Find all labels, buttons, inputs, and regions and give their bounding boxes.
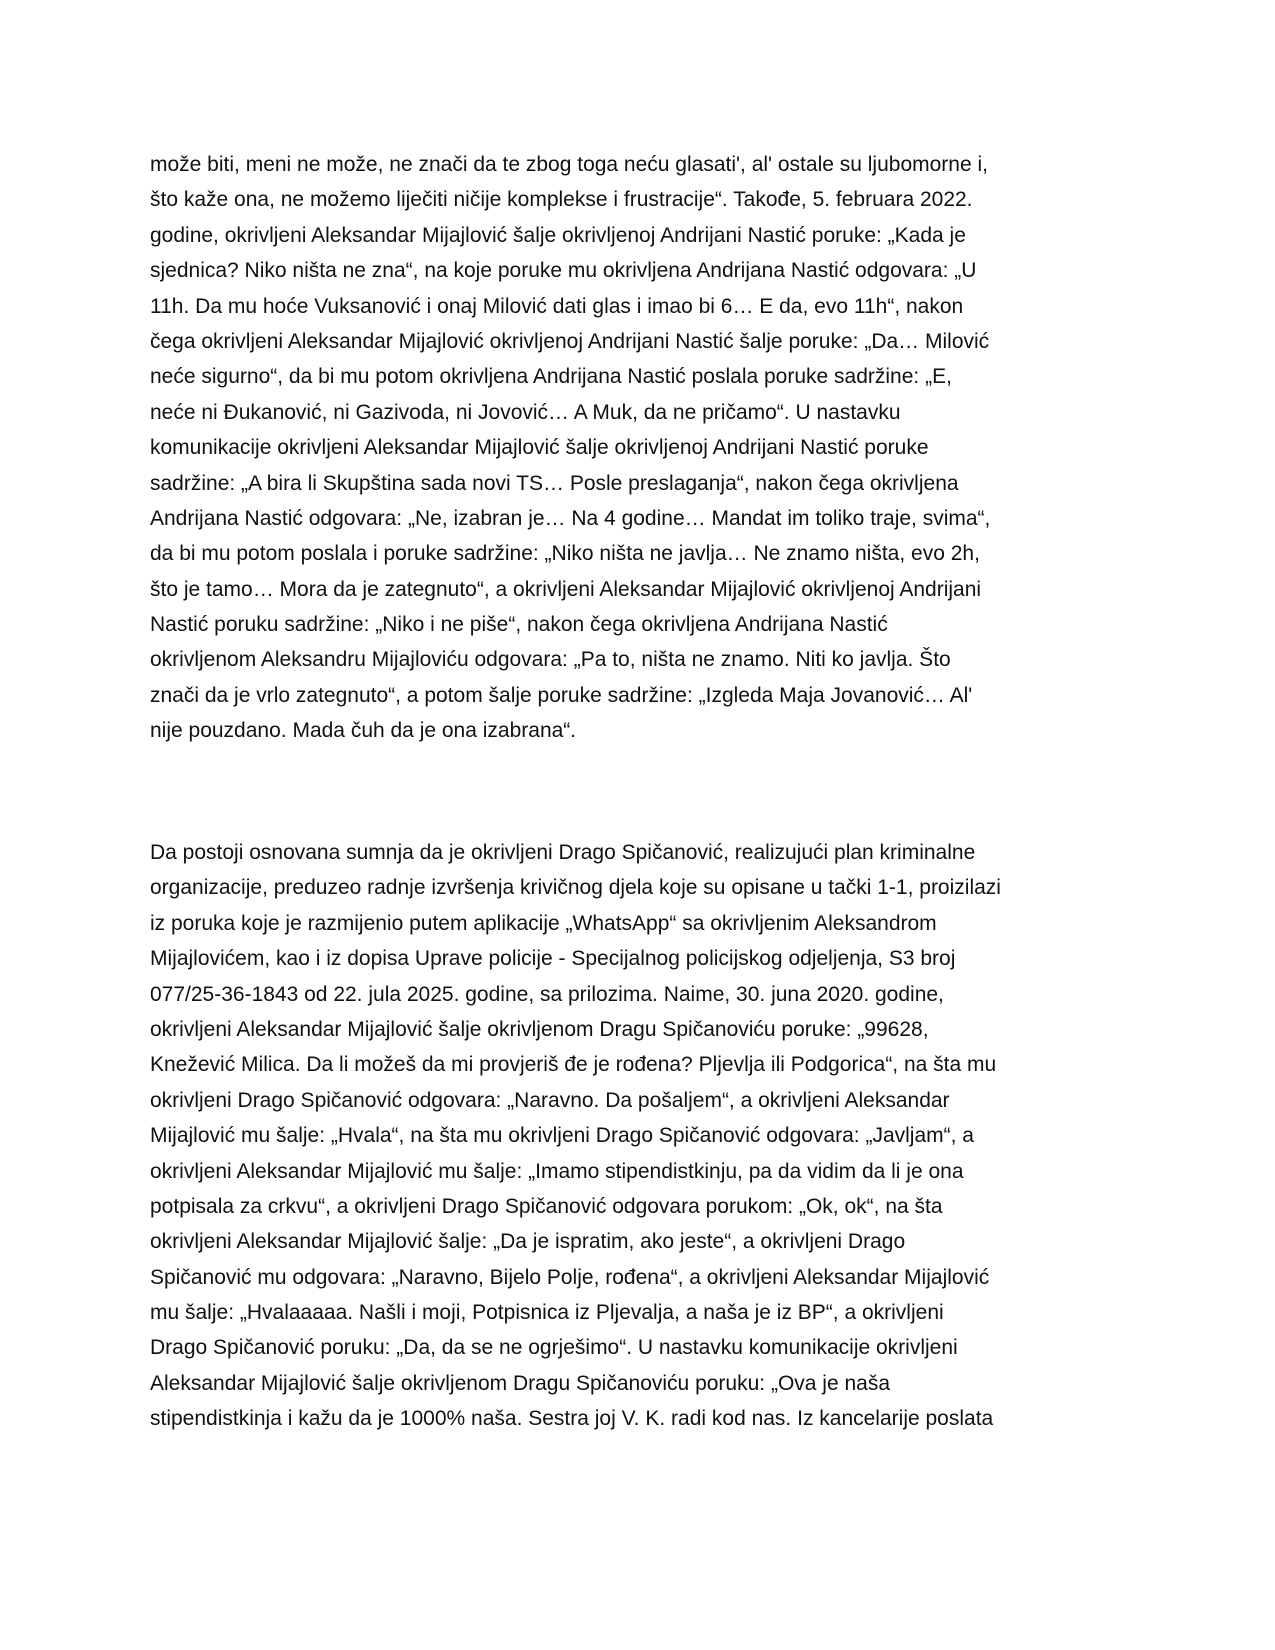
text-line: okrivljeni Aleksandar Mijajlović mu šalje: „Imamo stipendistkinju, pa da vidim da li je ona — [150, 1159, 964, 1183]
text-line: godine, okrivljeni Aleksandar Mijajlović šalje okrivljenoj Andrijani Nastić poruke: „Kada je — [150, 223, 966, 247]
text-line: Drago Spičanović poruku: „Da, da se ne ogrješimo“. U nastavku komunikacije okrivljeni — [150, 1336, 958, 1360]
text-line: neće ni Đukanović, ni Gazivoda, ni Jovović… A Muk, da ne pričamo“. U nastavku — [150, 400, 901, 424]
text-line: što je tamo… Mora da je zategnuto“, a okrivljeni Aleksandar Mijajlović okrivljenoj Andrijani — [150, 577, 982, 601]
text-line: okrivljeni Aleksandar Mijajlović šalje okrivljenom Dragu Spičanoviću poruke: „99628, — [150, 1017, 929, 1041]
text-line: potpisala za crkvu“, a okrivljeni Drago Spičanović odgovara porukom: „Ok, ok“, na šta — [150, 1194, 943, 1218]
text-line: Nastić poruku sadržine: „Niko i ne piše“, nakon čega okrivljena Andrijana Nastić — [150, 613, 888, 637]
text-line: iz poruka koje je razmijenio putem aplikacije „WhatsApp“ sa okrivljenim Aleksandrom — [150, 911, 937, 935]
text-line: Mijajlović mu šalje: „Hvala“, na šta mu okrivljeni Drago Spičanović odgovara: „Javljam“, a — [150, 1124, 974, 1148]
text-line: Spičanović mu odgovara: „Naravno, Bijelo Polje, rođena“, a okrivljeni Aleksandar Mijajlović — [150, 1265, 990, 1289]
text-line: organizacije, preduzeo radnje izvršenja krivičnog djela koje su opisane u tački 1-1, proizilazi — [150, 876, 1001, 900]
text-line: okrivljeni Aleksandar Mijajlović šalje: „Da je ispratim, ako jeste“, a okrivljeni Drago — [150, 1230, 906, 1254]
text-line: čega okrivljeni Aleksandar Mijajlović okrivljenoj Andrijani Nastić šalje poruke: „Da… Milović — [150, 329, 990, 353]
text-line: Da postoji osnovana sumnja da je okrivljeni Drago Spičanović, realizujući plan kriminalne — [150, 841, 976, 864]
text-line: stipendistkinja i kažu da je 1000% naša. Sestra joj V. K. radi kod nas. Iz kancelarije poslata — [150, 1407, 994, 1431]
text-line: okrivljenom Aleksandru Mijajloviću odgovara: „Pa to, ništa ne znamo. Niti ko javlja. Što — [150, 648, 951, 672]
text-line: neće sigurno“, da bi mu potom okrivljena Andrijana Nastić poslala poruke sadržine: „E, — [150, 365, 952, 389]
text-line: komunikacije okrivljeni Aleksandar Mijajlović šalje okrivljenoj Andrijani Nastić poruke — [150, 436, 929, 460]
text-line: Mijajlovićem, kao i iz dopisa Uprave policije - Specijalnog policijskog odjeljenja, S3 broj — [150, 947, 956, 971]
text-line: Andrijana Nastić odgovara: „Ne, izabran je… Na 4 godine… Mandat im toliko traje, svima“, — [150, 506, 991, 530]
text-line: nije pouzdano. Mada čuh da je ona izabrana“. — [150, 719, 577, 743]
text-line: mu šalje: „Hvalaaaaa. Našli i moji, Potpisnica iz Pljevalja, a naša je iz BP“, a okrivljeni — [150, 1301, 944, 1325]
text-line: sjednica? Niko ništa ne zna“, na koje poruke mu okrivljena Andrijana Nastić odgovara: „U — [150, 259, 977, 283]
body-paragraph — [150, 835, 1130, 1437]
text-line: okrivljeni Drago Spičanović odgovara: „Naravno. Da pošaljem“, a okrivljeni Aleksandar — [150, 1088, 950, 1112]
text-line: 11h. Da mu hoće Vuksanović i onaj Milović dati glas i imao bi 6… E da, evo 11h“, nakon — [150, 294, 964, 318]
text-line: Knežević Milica. Da li možeš da mi provjeriš đe je rođena? Pljevlja ili Podgorica“, na šta mu — [150, 1053, 997, 1077]
text-line: sadržine: „A bira li Skupština sada novi TS… Posle preslaganja“, nakon čega okrivljena — [150, 471, 959, 495]
text-line: Aleksandar Mijajlović šalje okrivljenom Dragu Spičanoviću poruku: „Ova je naša — [150, 1371, 891, 1395]
text-line: može biti, meni ne može, ne znači da te zbog toga neću glasati', al' ostale su ljubomorne i, — [150, 153, 988, 176]
text-line: da bi mu potom poslala i poruke sadržine: „Niko ništa ne javlja… Ne znamo ništa, evo 2h, — [150, 542, 980, 566]
text-line: što kaže ona, ne možemo liječiti ničije komplekse i frustracije“. Takođe, 5. februara 2022. — [150, 188, 973, 212]
text-line: 077/25-36-1843 od 22. jula 2025. godine, sa prilozima. Naime, 30. juna 2020. godine, — [150, 982, 944, 1006]
text-line: znači da je vrlo zategnuto“, a potom šalje poruke sadržine: „Izgleda Maja Jovanović… Al' — [150, 683, 973, 707]
body-paragraph — [150, 147, 1130, 749]
